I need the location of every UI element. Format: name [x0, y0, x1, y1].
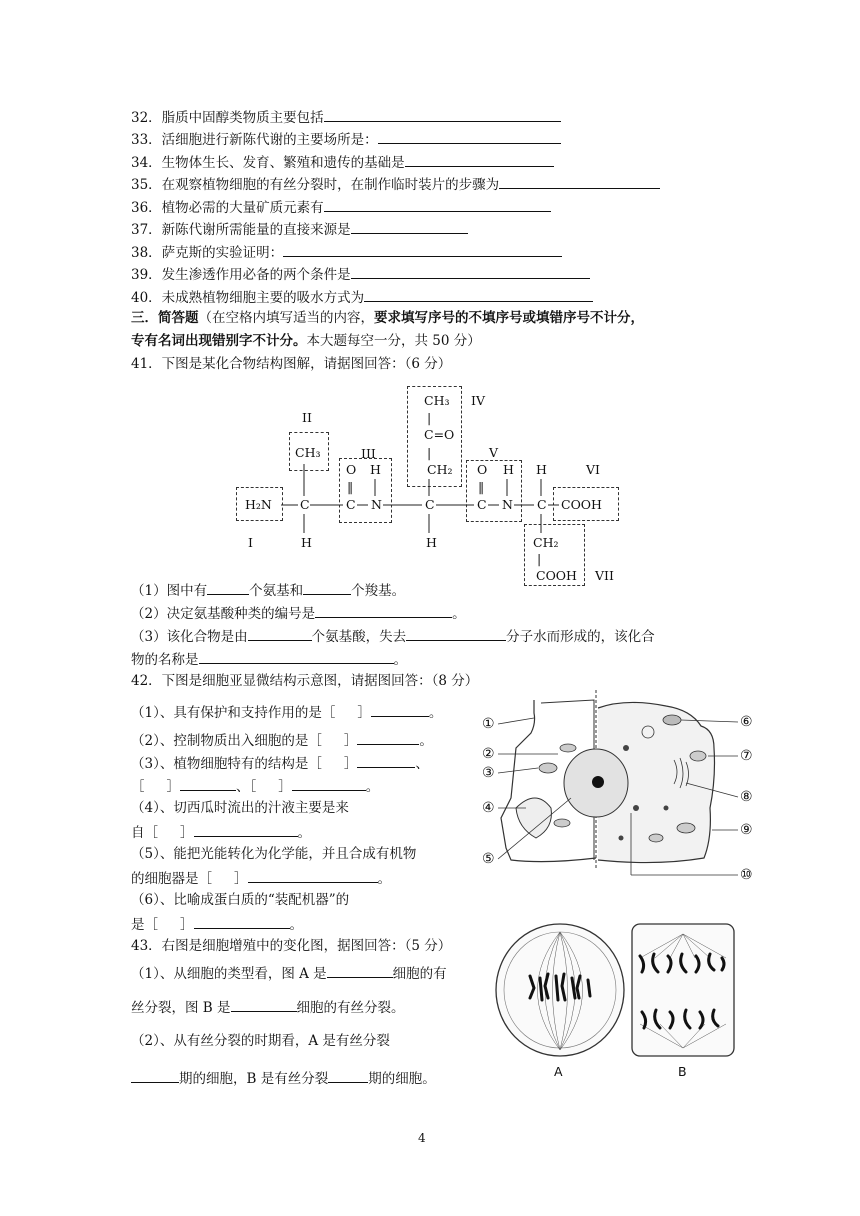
- ch3-group: CH₃: [295, 445, 321, 460]
- q43-1-text-c: 丝分裂，图 B 是: [131, 1000, 231, 1016]
- answer-blank-41-1a[interactable]: [207, 580, 249, 595]
- carbon-atom: C: [425, 497, 435, 512]
- label-I: I: [248, 535, 253, 550]
- q43-2-text-a: （2）、从有丝分裂的时期看，A 是有丝分裂: [131, 1033, 390, 1049]
- nitrogen-atom: N: [502, 497, 513, 512]
- question-41-prompt: [131, 355, 451, 373]
- question-36-text: 36．植物必需的大量矿质元素有: [131, 200, 324, 216]
- answer-blank-40[interactable]: [364, 287, 593, 302]
- q42-2-text-a: （2）、控制物质出入细胞的是［: [131, 733, 322, 749]
- answer-blank-41-3b[interactable]: [406, 626, 506, 641]
- answer-blank-41-2[interactable]: [315, 603, 452, 618]
- q43-1-text-b: 细胞的有: [392, 966, 447, 982]
- marker-7: ⑦: [740, 748, 753, 764]
- mitosis-illustration: [490, 918, 750, 1088]
- figure-label-a: A: [554, 1064, 563, 1079]
- question-39-text: 39．发生渗透作用必备的两个条件是: [131, 267, 351, 283]
- q43-1-text-d: 细胞的有丝分裂。: [296, 1000, 405, 1016]
- marker-1: ①: [482, 716, 495, 732]
- q42-6-text-d: 。: [289, 917, 303, 933]
- question-42-part-6-cont: [131, 914, 303, 934]
- q41-1-text-c: 个羧基。: [351, 583, 406, 599]
- question-34-text: 34．生物体生长、发育、繁殖和遗传的基础是: [131, 155, 405, 171]
- question-40-text: 40．未成熟植物细胞主要的吸水方式为: [131, 290, 365, 306]
- answer-blank-34[interactable]: [405, 152, 554, 167]
- label-III: III: [361, 446, 376, 461]
- question-41-part-3-cont: [131, 649, 407, 669]
- section-3-note: （在空格内填写适当的内容，: [198, 310, 374, 326]
- q43-1-text-a: （1）、从细胞的类型看，图 A 是: [131, 966, 327, 982]
- question-41-text: 41．下图是某化合物结构图解，请据图回答：（6 分）: [131, 356, 452, 372]
- nitrogen-atom: N: [371, 497, 382, 512]
- question-35-text: 35．在观察植物细胞的有丝分裂时，在制作临时装片的步骤为: [131, 177, 500, 193]
- cell-structure-diagram: [476, 688, 766, 888]
- question-41-part-1: [131, 580, 405, 600]
- carbon-atom: C: [477, 497, 487, 512]
- question-38-text: 38．萨克斯的实验证明：: [131, 245, 284, 261]
- q41-3-text-a: （3）该化合物是由: [131, 629, 248, 645]
- q41-2-text-b: 。: [452, 606, 466, 622]
- carboxyl-group: COOH: [561, 497, 602, 512]
- bond-vertical: |: [427, 410, 432, 425]
- section-3-rule: 专有名词出现错别字不计分。: [131, 333, 307, 349]
- answer-blank-43-1a[interactable]: [327, 963, 393, 978]
- label-IV: IV: [471, 393, 485, 408]
- question-43-part-2: [131, 1032, 390, 1050]
- question-33: [131, 129, 561, 149]
- marker-10: ⑩: [740, 867, 753, 883]
- q42-5-text-c: ］: [234, 871, 248, 887]
- section-3-heading-line2: [131, 332, 481, 350]
- marker-4: ④: [482, 800, 495, 816]
- question-43-part-2-cont: [131, 1068, 436, 1088]
- oxygen-atom: O: [346, 462, 357, 477]
- question-39: [131, 264, 590, 284]
- mitosis-figures: [490, 918, 750, 1088]
- question-41-part-2: [131, 603, 466, 623]
- answer-blank-41-3a[interactable]: [248, 626, 312, 641]
- question-32: [131, 107, 561, 127]
- question-42-part-6: [131, 891, 349, 909]
- q42-4-text-a: （4）、切西瓜时流出的汁液主要是来: [131, 800, 349, 816]
- question-42-part-3: [131, 753, 429, 773]
- q42-5-text-d: 。: [377, 871, 391, 887]
- section-3-heading: [131, 309, 644, 327]
- figure-label-b: B: [678, 1064, 687, 1079]
- q42-6-text-b: 是［: [131, 917, 158, 933]
- answer-blank-38[interactable]: [283, 242, 562, 257]
- answer-blank-42-3b[interactable]: [180, 776, 236, 791]
- answer-blank-41-3c[interactable]: [199, 649, 394, 664]
- question-37: [131, 219, 468, 239]
- q41-3-text-c: 分子水而形成的，该化合: [506, 629, 655, 645]
- q43-2-text-b: 期的细胞，B 是有丝分裂: [179, 1071, 329, 1087]
- question-43-text: 43．右图是细胞增殖中的变化图，据图回答：（5 分）: [131, 938, 452, 954]
- question-41-part-3: [131, 626, 655, 646]
- label-VI: VI: [586, 462, 600, 477]
- marker-8: ⑧: [740, 789, 753, 805]
- question-42-part-5-cont: [131, 868, 391, 888]
- q41-3-text-e: 。: [393, 652, 407, 668]
- q42-1-text-c: 。: [428, 705, 443, 721]
- question-42-part-5: [131, 845, 416, 863]
- answer-blank-42-5[interactable]: [248, 868, 378, 883]
- answer-blank-43-2b[interactable]: [328, 1068, 368, 1083]
- question-35: [131, 174, 660, 194]
- marker-6: ⑥: [740, 714, 753, 730]
- q42-4-text-c: ］: [180, 825, 194, 841]
- q41-3-text-b: 个氨基酸，失去: [311, 629, 407, 645]
- q42-3-text-e: ］: [166, 779, 180, 795]
- q41-1-text-a: （1）图中有: [131, 583, 208, 599]
- q43-2-text-c: 期的细胞。: [368, 1071, 436, 1087]
- hydrogen-atom: H: [301, 535, 312, 550]
- carbon-atom: C: [346, 497, 356, 512]
- q42-3-text-a: （3）、植物细胞特有的结构是［: [131, 756, 322, 772]
- question-42-part-4: [131, 799, 349, 817]
- question-43-part-1: [131, 963, 447, 983]
- compound-structure-diagram: [230, 380, 630, 590]
- q42-3-text-b: ］: [343, 756, 358, 772]
- bond-vertical: |: [427, 445, 432, 460]
- answer-blank-42-3c[interactable]: [292, 776, 366, 791]
- hydrogen-atom: H: [426, 535, 437, 550]
- label-VII: VII: [595, 568, 614, 583]
- ch2-group: CH₂: [427, 462, 453, 477]
- q42-1-text-b: ］: [357, 705, 371, 721]
- page-number: 4: [418, 1131, 426, 1145]
- answer-blank-37[interactable]: [351, 219, 468, 234]
- question-42-text: 42．下图是细胞亚显微结构示意图，请据图回答：（8 分）: [131, 673, 479, 689]
- question-32-text: 32．脂质中固醇类物质主要包括: [131, 110, 324, 126]
- q42-3-text-f: 、［: [236, 779, 257, 795]
- q42-5-text-b: 的细胞器是［: [131, 871, 212, 887]
- q42-5-text-a: （5）、能把光能转化为化学能，并且合成有机物: [131, 846, 417, 862]
- marker-9: ⑨: [740, 822, 753, 838]
- marker-3: ③: [482, 765, 495, 781]
- marker-5: ⑤: [482, 851, 495, 867]
- ch3-top-group: CH₃: [424, 393, 450, 408]
- answer-blank-42-1[interactable]: [371, 702, 429, 717]
- answer-blank-35[interactable]: [499, 174, 660, 189]
- section-3-score: 本大题每空一分，共 50 分）: [306, 333, 481, 349]
- question-33-text: 33．活细胞进行新陈代谢的主要场所是：: [131, 132, 378, 148]
- q42-3-text-h: 。: [365, 779, 380, 795]
- q42-4-text-b: 自［: [131, 825, 158, 841]
- q41-2-text-a: （2）决定氨基酸种类的编号是: [131, 606, 316, 622]
- answer-blank-41-1b[interactable]: [303, 580, 351, 595]
- answer-blank-42-2[interactable]: [357, 730, 419, 745]
- q42-2-text-c: 。: [419, 733, 433, 749]
- hydrogen-atom: H: [503, 462, 514, 477]
- carbon-atom: C: [300, 497, 310, 512]
- q42-4-text-d: 。: [297, 825, 311, 841]
- label-II: II: [302, 410, 312, 425]
- q42-6-text-a: （6）、比喻成蛋白质的“装配机器”的: [131, 892, 350, 908]
- double-bond: ‖: [347, 479, 354, 494]
- oxygen-atom: O: [477, 462, 488, 477]
- hydrogen-atom: H: [370, 462, 381, 477]
- answer-blank-32[interactable]: [324, 107, 561, 122]
- question-42-prompt: [131, 672, 478, 690]
- carbonyl-group: C=O: [424, 427, 455, 442]
- carbon-atom: C: [537, 497, 547, 512]
- question-38: [131, 242, 562, 262]
- answer-blank-42-6[interactable]: [194, 914, 290, 929]
- question-37-text: 37．新陈代谢所需能量的直接来源是: [131, 222, 351, 238]
- answer-blank-43-1b[interactable]: [231, 997, 297, 1012]
- q41-3-text-d: 物的名称是: [131, 652, 199, 668]
- question-42-part-3-cont: [131, 776, 379, 796]
- cell-illustration: [476, 688, 766, 888]
- answer-blank-42-3a[interactable]: [357, 753, 415, 768]
- carboxyl-group: COOH: [536, 568, 577, 583]
- answer-blank-42-4[interactable]: [194, 822, 298, 837]
- question-42-part-2: [131, 730, 433, 750]
- question-36: [131, 197, 551, 217]
- answer-blank-39[interactable]: [351, 264, 590, 279]
- answer-blank-36[interactable]: [324, 197, 551, 212]
- marker-2: ②: [482, 746, 495, 762]
- q42-1-text-a: （1）、具有保护和支持作用的是［: [131, 705, 336, 721]
- q42-6-text-c: ］: [180, 917, 194, 933]
- answer-blank-43-2a[interactable]: [131, 1068, 179, 1083]
- answer-blank-33[interactable]: [378, 129, 561, 144]
- question-42-part-4-cont: [131, 822, 311, 842]
- q42-2-text-b: ］: [343, 733, 358, 749]
- hydrogen-atom: H: [536, 462, 547, 477]
- bond-vertical: |: [537, 551, 542, 566]
- q42-3-text-g: ］: [278, 779, 292, 795]
- question-34: [131, 152, 554, 172]
- q42-3-text-c: 、: [415, 756, 429, 772]
- question-43-prompt: [131, 937, 451, 955]
- section-3-note-bold: 要求填写序号的不填序号或填错序号不计分，: [374, 310, 644, 326]
- ch2-group: CH₂: [533, 535, 559, 550]
- q41-1-text-b: 个氨基和: [249, 583, 304, 599]
- section-3-title: 三．简答题: [131, 310, 199, 326]
- question-42-part-1: [131, 702, 442, 722]
- amino-group: H₂N: [245, 497, 272, 512]
- double-bond: ‖: [478, 479, 485, 494]
- label-V: V: [489, 445, 499, 460]
- q42-3-text-d: ［: [131, 779, 145, 795]
- question-40: [131, 287, 593, 307]
- question-43-part-1-cont: [131, 997, 405, 1017]
